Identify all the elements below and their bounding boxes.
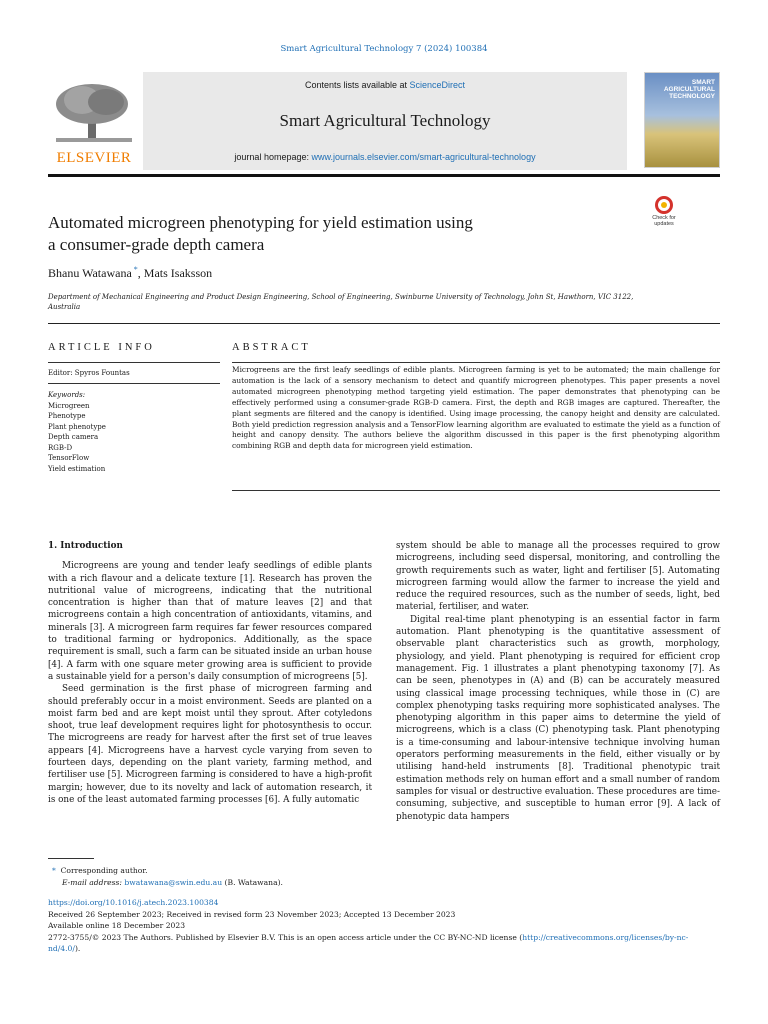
corresponding-author-mark[interactable]: * <box>131 265 138 274</box>
footnote-mark[interactable]: * <box>52 866 56 875</box>
doi-link[interactable]: https://doi.org/10.1016/j.atech.2023.100384 <box>48 898 219 907</box>
check-for-updates-button[interactable] <box>646 196 682 232</box>
affiliation-line: Department of Mechanical Engineering and Product Design Engineering, School of Engineering, Swinburne University of Technology, John St, Hawthorn, VIC 3122, <box>48 293 634 301</box>
elsevier-logo[interactable] <box>48 72 140 168</box>
check-updates-line: Check for <box>652 215 676 221</box>
body-paragraph: Seed germination is the first phase of microgreen farming and should preferably occur in a moist environment. Seeds are planted on a moist farm bed and are kept moist until they sprout. After cotyledons shoot, true leaf development requires light for photosynthesis to occur. The microgreens are ready for harvest after the first set of true leaves appears [4]. Microgreens have a harvest cycle varying from seven to fourteen days, depending on the plant variety, farming method, and fertiliser use [5]. Microgreen farming is considered to have a high-profit margin; however, due to its novelty and lack of automation research, it is one of the least automated farming processes [6]. A fully automatic <box>48 684 372 805</box>
editor-line: Editor: Spyros Fountas <box>48 369 130 377</box>
license-statement <box>48 932 720 955</box>
abstract-text: Microgreens are the first leafy seedlings of edible plants. Microgreen farming is yet to be automated; the main challenge for automation is the lack of a sensory mechanism to detect and quantify microgreen phenotypes. This paper presents a novel automated microgreen phenotyping method targeting yield estimation. The paper demonstrates that phenotyping can be effectively performed using a consumer-grade RGB-D camera. First, the depth and RGB images are captured. Thereafter, the plant segments are filtered and the canopy is identified. Using image processing, the canopy height and density are calculated. Both yield prediction regression analysis and a TensorFlow learning algorithm are evaluated to estimate the yield as a function of height and canopy density. The authors believe the algorithm discussed in this paper is the first phenotyping algorithm combining RGB and depth data for microgreen yield estimation. <box>232 365 720 451</box>
body-column-left <box>48 540 372 806</box>
body-paragraph: system should be able to manage all the processes required to grow microgreens, including seed dispersal, monitoring, and controlling the growth requirements such as water, light and fertiliser [5]. Automating microgreen farming would allow the farmer to increase the yield and reduce the required resources, such as the number of seeds, light, bed material, fertiliser, and water. <box>396 541 720 613</box>
journal-header <box>48 72 720 172</box>
cover-title-line: SMART <box>691 79 715 86</box>
body-paragraph: Digital real-time plant phenotyping is an essential factor in farm automation. Plant phenotyping is the quantitative assessment of observable plant characteristics such as growth, morphology, physiology, and yield. Plant phenotyping is required for efficient crop management. Fig. 1 illustrates a plant phenotyping taxonomy [7]. As can be seen, phenotypes in (A) and (B) can be accurately measured using classical image processing techniques, while those in (C) are complex phenotyping tasks requiring more sophisticated analyses. The phenotyping algorithm in this paper aims to determine the yield of microgreens, which is a class (C) phenotyping task. Plant phenotyping is a time-consuming and labour-intensive technique involving human operators performing measurements in the field, either visually or by utilising hand-held instruments [8]. Traditional phenotypic trait estimation methods rely on human effort and a small number of random samples for visual or destructive evaluation. These procedures are time-consuming, subjective, and susceptible to human error [9]. A lack of phenotypic data hampers <box>396 614 720 822</box>
article-info-rule <box>48 362 220 363</box>
journal-cover-image[interactable] <box>644 72 720 168</box>
footnote-rule <box>48 858 94 859</box>
footnote <box>52 865 283 888</box>
cover-title <box>659 79 715 100</box>
footnote-email <box>52 877 283 889</box>
body-paragraph: Microgreens are young and tender leafy seedlings of edible plants with a rich flavour and a delicate texture [1]. Research has proven the nutritional value of microgreens, indicating that the nutritional concentration is higher than that of mature leaves [2] and that microgreens contain a high concentration of antioxidants, vitamins, and minerals [3]. A microgreen farm requires far fewer resources compared to traditional farming or hydroponics. Additionally, as the space requirement is small, such a farm can be situated inside an urban house [4]. A farm with one square meter growing area is sufficient to provide a sustainable yield for a person's daily consumption of microgreens [5]. <box>48 561 372 682</box>
author-separator: , <box>137 266 144 280</box>
body-column-right <box>396 540 720 823</box>
author-name[interactable]: Mats Isaksson <box>143 266 213 280</box>
keywords-heading: Keywords: <box>48 391 86 399</box>
journal-reference[interactable]: Smart Agricultural Technology 7 (2024) 100384 <box>280 44 488 54</box>
affiliation <box>48 292 668 312</box>
masthead <box>143 72 627 170</box>
check-updates-label <box>646 215 682 227</box>
journal-title: Smart Agricultural Technology <box>279 111 491 130</box>
elsevier-wordmark: ELSEVIER <box>56 150 132 166</box>
sciencedirect-link[interactable]: ScienceDirect <box>409 80 466 90</box>
author-list <box>48 265 212 281</box>
header-divider <box>48 174 720 177</box>
keyword: Phenotype <box>48 412 86 420</box>
footnote-corresponding <box>52 865 283 877</box>
editor-rule <box>48 383 220 384</box>
homepage-link[interactable]: www.journals.elsevier.com/smart-agricultural-technology <box>311 152 536 162</box>
keyword: Plant phenotype <box>48 422 106 431</box>
cover-title-line: TECHNOLOGY <box>669 93 715 100</box>
license-end: ). <box>74 944 81 953</box>
section-heading: 1. Introduction <box>48 541 123 551</box>
keyword: Yield estimation <box>48 464 106 473</box>
contents-prefix: Contents lists available at <box>304 80 410 90</box>
abstract-rule <box>232 362 720 363</box>
cover-title-line: AGRICULTURAL <box>663 86 715 93</box>
article-info-heading: ARTICLE INFO <box>48 342 155 353</box>
abstract-heading: ABSTRACT <box>232 342 311 353</box>
check-updates-line: updates <box>654 221 674 227</box>
keywords-block <box>48 390 106 474</box>
title-line: Automated microgreen phenotyping for yield estimation using <box>48 213 473 232</box>
tree-logo-icon <box>52 80 136 144</box>
homepage-line <box>143 152 627 162</box>
email-link[interactable]: bwatawana@swin.edu.au <box>124 877 223 887</box>
keyword: RGB-D <box>48 443 73 452</box>
affiliation-divider <box>48 323 720 324</box>
license-text: 2772-3755/© 2023 The Authors. Published by Elsevier B.V. This is an open access article under the CC BY-NC-ND license ( <box>48 932 523 942</box>
abstract-bottom-rule <box>232 490 720 491</box>
keyword: Microgreen <box>48 401 90 410</box>
available-online: Available online 18 December 2023 <box>48 921 186 930</box>
article-title <box>48 212 608 256</box>
email-suffix: (B. Watawana). <box>222 877 283 887</box>
check-updates-icon <box>655 196 673 214</box>
license-link[interactable]: http://creativecommons.org/licenses/by-nc-nd/4.0/ <box>48 932 689 953</box>
email-label: E-mail address: <box>62 877 125 887</box>
publication-info <box>48 897 720 955</box>
title-line: a consumer-grade depth camera <box>48 235 265 254</box>
keyword: TensorFlow <box>48 454 90 462</box>
affiliation-line: Australia <box>48 303 81 311</box>
received-dates: Received 26 September 2023; Received in revised form 23 November 2023; Accepted 13 December 2023 <box>48 909 456 919</box>
footnote-text: Corresponding author. <box>60 866 148 875</box>
contents-line <box>143 80 627 90</box>
author-name[interactable]: Bhanu Watawana <box>48 266 132 280</box>
keyword: Depth camera <box>48 433 99 441</box>
homepage-prefix: journal homepage: <box>234 152 312 162</box>
